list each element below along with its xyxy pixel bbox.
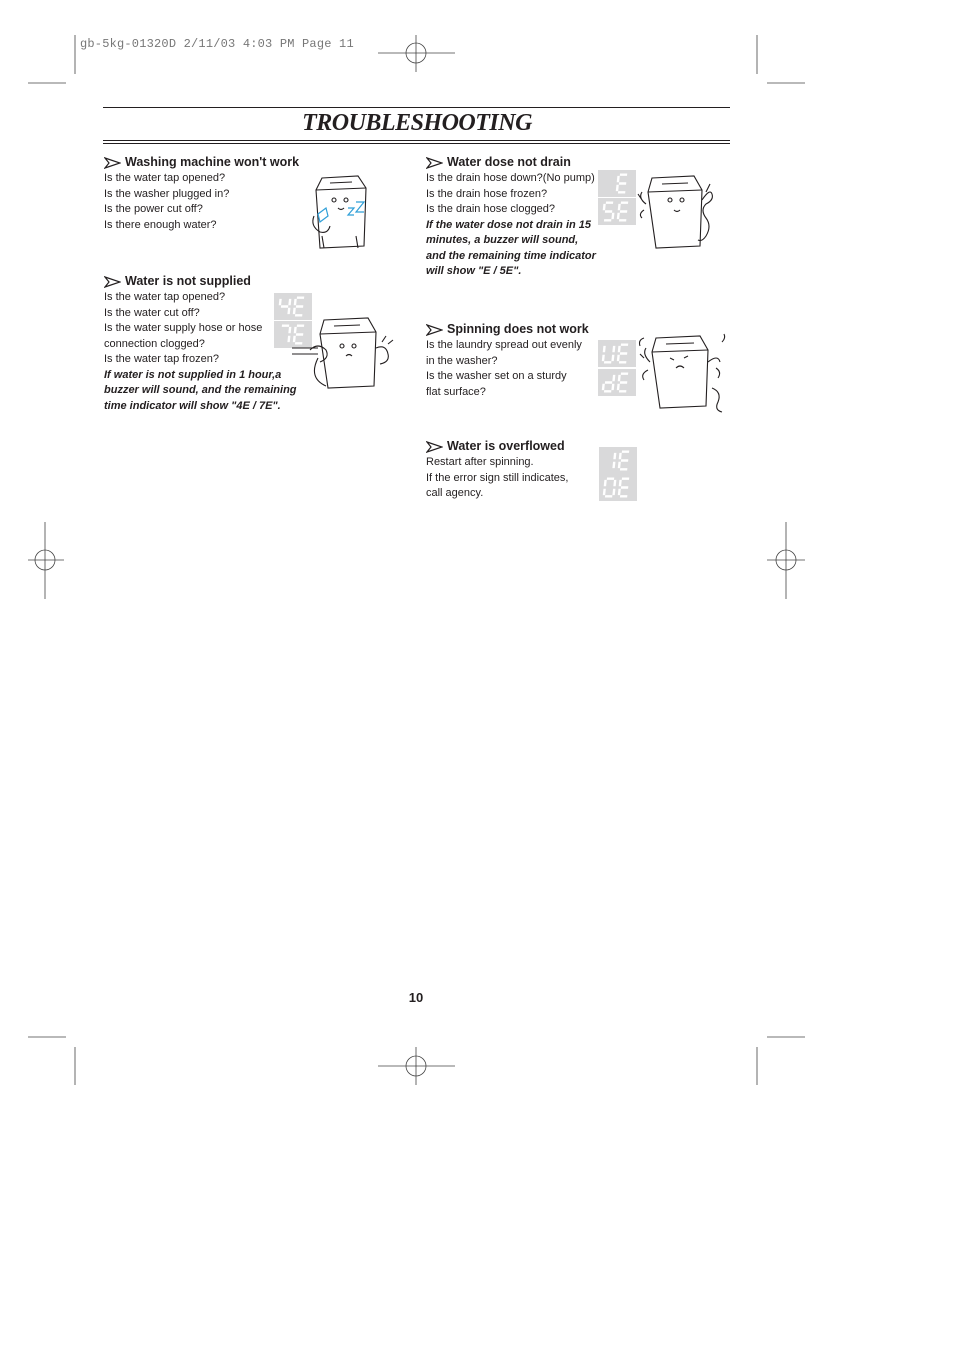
check-item: Is the drain hose down?(No pump) [426,172,595,184]
segment [282,325,289,327]
segment [617,176,620,182]
segment [618,375,621,381]
check-item: Is the washer set on a sturdy [426,370,567,382]
check-item: Is the washer plugged in? [104,187,230,200]
segment [619,361,626,363]
check-item: Is the water cut off? [104,306,200,319]
segment [606,202,613,204]
page-title: TROUBLESHOOTING [302,110,532,136]
title-rule-top [103,107,730,108]
segment [602,384,605,390]
segment [604,390,611,392]
arrow-bullet-icon [426,157,443,169]
segment [604,480,607,486]
segment [612,489,615,495]
segment [618,204,621,210]
segment [622,478,629,480]
segment [604,219,611,221]
segment [603,489,606,495]
seven-segment-digits [599,447,637,474]
segment [611,355,614,361]
segment [621,202,628,204]
check-item: Is the water tap opened? [104,291,226,303]
segment [605,495,612,497]
segment [605,210,612,212]
segment [613,453,616,459]
segment [620,174,627,176]
segment [296,305,303,307]
seven-segment-digits [598,340,636,367]
segment [279,299,282,305]
segment [288,299,291,305]
segment [621,373,628,375]
segment [619,219,626,221]
error-code-display [599,447,637,474]
segment [612,375,615,381]
sleeping-washer-illustration [308,172,372,250]
warning-note: and the remaining time indicator [426,249,596,262]
check-item: Is there enough water? [104,218,217,231]
error-code-display [598,198,636,225]
section-no-work [104,154,299,233]
error-code-display [598,369,636,396]
segment [618,191,625,193]
segment [294,299,297,305]
title-rule-bottom [103,140,730,141]
seven-segment-digits [598,369,636,396]
washer-with-hose-illustration [290,314,396,390]
segment [612,462,615,468]
warning-note: minutes, a buzzer will sound, [426,234,579,246]
segment [602,355,605,361]
shaking-washer-illustration [636,328,728,414]
segment [620,381,627,383]
segment [619,390,626,392]
error-code-display [598,170,636,197]
washer-with-drain-hose-illustration [636,170,718,250]
segment [616,185,619,191]
section-no-drain [426,154,596,280]
seven-segment-digits [598,198,636,225]
segment [611,384,614,390]
warning-note: will show "E / 5E". [426,265,522,277]
segment [620,468,627,470]
page-number: 10 [408,990,424,1005]
check-item: Restart after spinning. [426,456,534,468]
warning-note: If water is not supplied in 1 hour,a [104,368,282,381]
segment [607,478,614,480]
warning-note: buzzer will sound, and the remaining [104,384,297,396]
check-item: Is the power cut off? [104,203,203,215]
segment [611,213,614,219]
segment [621,459,628,461]
segment [612,346,615,352]
segment [622,451,629,453]
section-heading: Spinning does not work [426,321,589,338]
check-item: Is the water tap frozen? [104,353,219,365]
section-no-spin [426,321,589,400]
segment [297,297,304,299]
check-item: Is the drain hose clogged? [426,203,556,215]
check-item: Is the water tap opened? [104,172,226,184]
check-item: Is the drain hose frozen? [426,187,548,200]
segment [603,346,606,352]
arrow-bullet-icon [426,441,443,453]
error-code-display [599,474,637,501]
section-heading: Water dose not drain [426,154,596,171]
check-item: connection clogged? [104,337,205,350]
segment [621,486,628,488]
warning-note: If the water dose not drain in 15 [426,218,592,231]
check-item: Is the laundry spread out evenly [426,339,582,351]
segment [620,495,627,497]
section-no-supply [104,273,297,414]
arrow-bullet-icon [426,324,443,336]
section-overflow [426,438,568,502]
warning-note: time indicator will show "4E / 7E". [104,399,281,412]
check-item: If the error sign still indicates, [426,471,569,484]
segment [617,384,620,390]
check-item: in the washer? [426,354,498,367]
segment [618,346,621,352]
segment [619,182,626,184]
check-item: flat surface? [426,385,486,398]
seven-segment-digits [598,170,636,197]
print-slug: gb-5kg-01320D 2/11/03 4:03 PM Page 11 [80,37,354,51]
segment [605,381,612,383]
section-heading: Water is not supplied [104,273,297,290]
segment [618,462,621,468]
section-heading: Washing machine won't work [104,154,299,171]
segment [613,480,616,486]
title-rule-bottom-2 [103,143,730,144]
error-code-display [598,340,636,367]
segment [620,352,627,354]
check-item: call agency. [426,487,484,499]
segment [619,480,622,486]
segment [618,489,621,495]
segment [604,361,611,363]
segment [620,210,627,212]
arrow-bullet-icon [104,157,121,169]
segment [617,355,620,361]
segment [617,213,620,219]
segment [621,344,628,346]
segment [603,204,606,210]
section-heading: Water is overflowed [426,438,568,455]
segment [619,453,622,459]
seven-segment-digits [599,474,637,501]
segment [281,305,288,307]
arrow-bullet-icon [104,276,121,288]
check-item: Is the water supply hose or hose [104,322,263,334]
